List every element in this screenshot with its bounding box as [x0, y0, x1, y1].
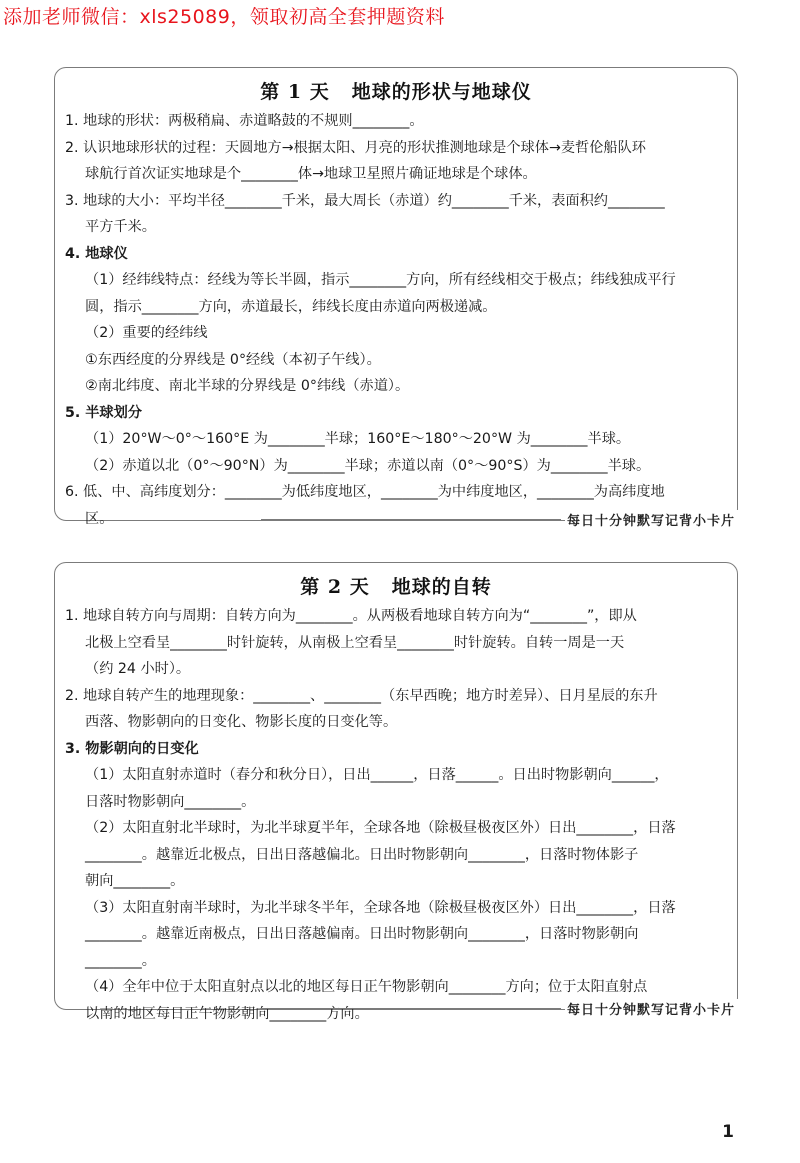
- text-line: （1）20°W～0°～160°E 为________半球；160°E～180°～20°W 为________半球。: [85, 431, 631, 447]
- card-topic: 地球的自转: [391, 576, 492, 598]
- card-body: [65, 603, 727, 1027]
- text-line: 区。: [85, 510, 114, 527]
- watermark-text: 添加老师微信：xls25089，领取初高全套押题资料: [3, 6, 445, 28]
- list-item: [65, 188, 727, 215]
- text-line: （2）太阳直射北半球时，为北半球夏半年，全球各地（除极昼极夜区外）日出________，日落: [85, 820, 676, 836]
- list-item: [65, 135, 727, 162]
- card-day-2: [54, 562, 738, 1022]
- list-item: [65, 683, 727, 710]
- text-line: ②南北纬度、南北半球的分界线是 0°纬线（赤道）。: [85, 378, 410, 394]
- text-line: （3）太阳直射南半球时，为北半球冬半年，全球各地（除极昼极夜区外）日出________，日落: [85, 899, 676, 916]
- list-item: [65, 603, 727, 630]
- list-item: [65, 736, 727, 763]
- text-line: 圆，指示________方向，赤道最长，纬线长度由赤道向两极递减。: [85, 298, 497, 315]
- text-line: （1）经纬线特点：经线为等长半圆，指示________方向，所有经线相交于极点；纬线独成平行: [85, 272, 676, 288]
- list-item: [65, 479, 727, 506]
- text-line: ________。越靠近北极点，日出日落越偏北。日出时物影朝向________，日落时物体影子: [85, 846, 639, 863]
- text-line: 球航行首次证实地球是个________体→地球卫星照片确证地球是个球体。: [85, 166, 537, 182]
- text-line: （2）重要的经纬线: [85, 325, 208, 341]
- list-item: [65, 400, 727, 427]
- card-topic: 地球的形状与地球仪: [351, 81, 532, 103]
- text-line: 平方千米。: [85, 219, 156, 235]
- text-line: 3. 地球的大小：平均半径________千米，最大周长（赤道）约________千米，表面积约________: [65, 192, 665, 209]
- footer-rule: [261, 519, 561, 520]
- text-line: 4. 地球仪: [65, 245, 128, 262]
- text-line: 西落、物影朝向的日变化、物影长度的日变化等。: [85, 714, 398, 730]
- text-line: 1. 地球自转方向与周期：自转方向为________。从两极看地球自转方向为“________”，即从: [65, 608, 637, 624]
- card-day: 第 1 天: [260, 81, 330, 103]
- footer-label: 每日十分钟默写记背小卡片: [565, 510, 741, 529]
- text-line: 5. 半球划分: [65, 404, 142, 421]
- text-line: 朝向________。: [85, 873, 185, 889]
- card-title: [65, 77, 727, 104]
- list-item: [65, 108, 727, 135]
- text-line: 2. 认识地球形状的过程：天圆地方→根据太阳、月亮的形状推测地球是个球体→麦哲伦船队环: [65, 139, 646, 156]
- card-footer: [261, 999, 741, 1018]
- text-line: 1. 地球的形状：两极稍扁、赤道略鼓的不规则________。: [65, 113, 424, 129]
- text-line: （1）太阳直射赤道时（春分和秋分日），日出______，日落______。日出时物影朝向______，: [85, 767, 669, 783]
- card-footer: [261, 510, 741, 529]
- card-title: [65, 572, 727, 599]
- text-line: （约 24 小时）。: [85, 661, 191, 677]
- text-line: 2. 地球自转产生的地理现象：________、________（东早西晚；地方时差异）、日月星辰的东升: [65, 687, 658, 704]
- text-line: 日落时物影朝向________。: [85, 793, 256, 810]
- list-item: [65, 241, 727, 268]
- footer-rule: [261, 1008, 561, 1009]
- page-number: 1: [722, 1122, 734, 1142]
- text-line: （2）赤道以北（0°～90°N）为________半球；赤道以南（0°～90°S）为________半球。: [85, 457, 651, 474]
- text-line: 6. 低、中、高纬度划分：________为低纬度地区，________为中纬度地区，________为高纬度地: [65, 484, 665, 500]
- footer-label: 每日十分钟默写记背小卡片: [565, 999, 741, 1018]
- text-line: 北极上空看呈________时针旋转，从南极上空看呈________时针旋转。自转一周是一天: [85, 634, 625, 651]
- text-line: ________。越靠近南极点，日出日落越偏南。日出时物影朝向________，日落时物影朝向: [85, 926, 639, 942]
- card-day-1: [54, 67, 738, 529]
- text-line: ①东西经度的分界线是 0°经线（本初子午线）。: [85, 351, 381, 368]
- text-line: ________。: [85, 952, 156, 969]
- text-line: 以南的地区每日正午物影朝向________方向。: [85, 1005, 369, 1022]
- card-day: 第 2 天: [300, 576, 370, 598]
- card-body: [65, 108, 727, 532]
- text-line: （4）全年中位于太阳直射点以北的地区每日正午物影朝向________方向；位于太阳直射点: [85, 979, 648, 995]
- text-line: 3. 物影朝向的日变化: [65, 740, 199, 757]
